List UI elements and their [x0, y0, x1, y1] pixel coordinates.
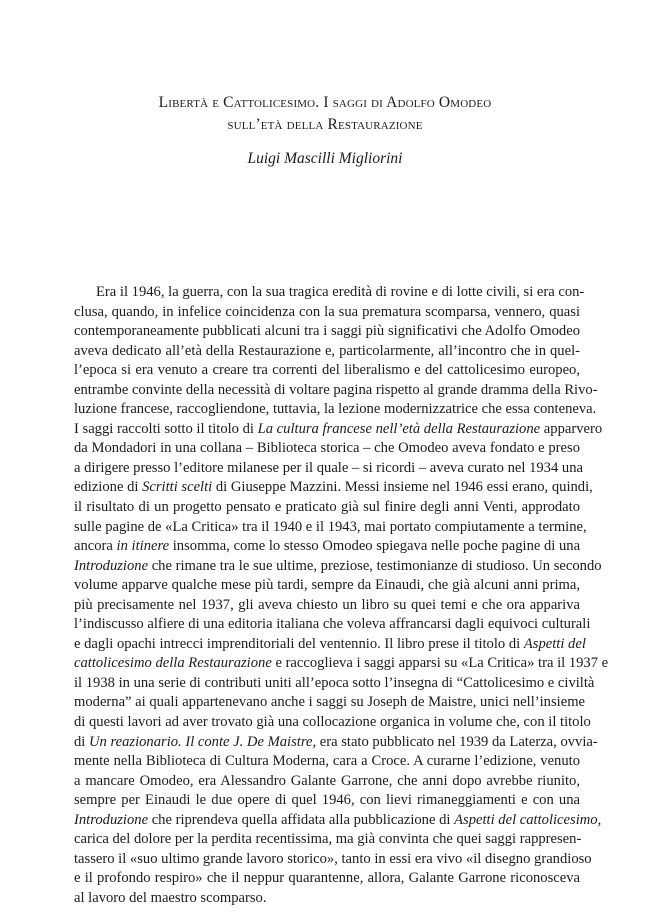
line-text: e il profondo respiro» che il neppur quarantenne, allora, Galante Garrone riconosceva — [74, 870, 580, 887]
line-text: entrambe convinte della necessità di voltare pagina rispetto al grande dramma della Rivo- — [74, 381, 598, 398]
text-line — [74, 400, 597, 420]
line-text: al lavoro del maestro scomparso. — [74, 889, 267, 906]
text-line — [74, 713, 591, 733]
line-text: il 1938 in una serie di contributi uniti all’epoca sotto l’insegna di “Cattolicesimo e civiltà — [74, 674, 595, 691]
line-text: e dagli opachi intrecci imprenditoriali del ventennio. Il libro prese il titolo di — [74, 635, 524, 652]
line-text: e raccoglieva i saggi apparsi su «La Critica» tra il 1937 e — [271, 655, 609, 672]
line-text: clusa, quando, in infelice coincidenza con la sua prematura scomparsa, vennero, quasi — [74, 303, 580, 320]
article-title-line-2: sull’età della Restaurazione — [227, 116, 423, 133]
text-line — [74, 420, 603, 440]
article-title-line-1: Libertà e Cattolicesimo. I saggi di Adolfo Omodeo — [158, 94, 492, 111]
line-text: era stato pubblicato nel 1939 da Laterza, ovvia- — [316, 733, 598, 750]
text-line — [74, 322, 580, 342]
italic-title-text: Aspetti del — [523, 635, 586, 652]
italic-title-text: Introduzione — [74, 811, 149, 828]
text-line — [74, 635, 586, 655]
line-text: a dirigere presso l’editore milanese per il quale – si ricordi – aveva curato nel 1934 una — [74, 459, 583, 476]
text-line — [74, 693, 586, 713]
line-text: il risultato di un progetto pensato e praticato già sul finire degli anni Venti, approdato — [74, 499, 580, 516]
text-line — [74, 381, 598, 401]
text-line — [74, 283, 585, 303]
line-text: a mancare Omodeo, era Alessandro Galante Garrone, che anni dopo avrebbe riunito, — [74, 772, 580, 789]
line-text: l’epoca si era venuto a creare tra correnti del liberalismo e del cattolicesimo europeo, — [74, 362, 580, 379]
italic-title-text: in itinere — [116, 538, 170, 555]
text-line — [74, 537, 580, 557]
text-line — [74, 791, 580, 811]
line-text: aveva dedicato all’età della Restaurazione e, particolarmente, all’incontro che in quel- — [74, 342, 580, 359]
italic-title-text: cattolicesimo della Restaurazione — [74, 655, 272, 672]
line-text: di questi lavori ad aver trovato già una collocazione organica in volume che, con il titolo — [74, 714, 591, 731]
line-text: tassero il «suo ultimo grande lavoro storico», tanto in essi era vivo «il disegno grandioso — [74, 850, 592, 867]
article-title — [0, 92, 650, 136]
line-text: di Giuseppe Mazzini. Messi insieme nel 1946 essi erano, quindi, — [212, 479, 593, 496]
italic-title-text: Un reazionario. Il conte J. De Maistre, — [89, 733, 317, 750]
italic-title-text: La cultura francese nell’età della Restaurazione — [257, 420, 541, 437]
text-line — [74, 576, 580, 596]
text-line — [74, 303, 580, 323]
line-text: sulle pagine de «La Critica» tra il 1940 e il 1943, mai portato compiutamente a termine, — [74, 518, 587, 535]
line-text: che rimane tra le sue ultime, preziose, testimonianze di studioso. Un secondo — [148, 557, 602, 574]
text-line — [74, 557, 602, 577]
line-text: volume apparve qualche mese più tardi, sempre da Einaudi, che già alcuni anni prima, — [74, 577, 580, 594]
text-line — [74, 342, 580, 362]
line-text: apparvero — [540, 420, 603, 437]
line-text: luzione francese, raccogliendone, tuttavia, la lezione modernizzatrice che essa conteneva. — [74, 401, 597, 418]
italic-title-text: Scritti scelti — [142, 479, 213, 496]
text-line — [74, 850, 592, 870]
text-line — [74, 596, 580, 616]
line-text: mente nella Biblioteca di Cultura Moderna, cara a Croce. A curarne l’edizione, venuto — [74, 753, 580, 770]
line-text: di — [74, 733, 89, 750]
line-text: Era il 1946, la guerra, con la sua tragica eredità di rovine e di lotte civili, si era con- — [96, 284, 585, 300]
text-line — [74, 752, 580, 772]
italic-title-text: Introduzione — [74, 557, 149, 574]
text-line — [74, 498, 580, 518]
text-line — [74, 830, 580, 850]
italic-title-text: Aspetti del cattolicesimo, — [454, 811, 602, 828]
line-text: insomma, come lo stesso Omodeo spiegava nelle poche pagine di una — [169, 538, 581, 555]
text-line — [74, 674, 595, 694]
line-text: carica del dolore per la perdita recentissima, ma già convinta che quei saggi rappresen- — [74, 831, 582, 848]
line-text: più precisamente nel 1937, gli aveva chiesto un libro su quei temi e che ora appariva — [74, 596, 580, 613]
text-line — [74, 518, 587, 538]
article-author: Luigi Mascilli Migliorini — [247, 150, 403, 167]
text-line — [74, 654, 609, 674]
text-line — [74, 772, 580, 792]
text-line — [74, 811, 602, 831]
text-line — [74, 869, 580, 889]
text-line — [74, 439, 580, 459]
line-text: ancora — [74, 538, 117, 555]
line-text: I saggi raccolti sotto il titolo di — [74, 420, 258, 437]
line-text: da Mondadori in una collana – Biblioteca storica – che Omodeo aveva fondato e preso — [74, 440, 580, 457]
text-line — [74, 615, 591, 635]
text-line — [74, 459, 583, 479]
text-line — [74, 361, 580, 381]
text-line — [74, 889, 580, 909]
line-text: l’indiscusso alfiere di una editoria italiana che voleva affrancarsi dagli equivoci culturali — [74, 616, 591, 633]
line-text: moderna” ai quali appartenevano anche i saggi su Joseph de Maistre, unici nell’insieme — [74, 694, 586, 711]
line-text: sempre per Einaudi le due opere di quel 1946, con lievi rimaneggiamenti e con una — [74, 792, 580, 809]
text-line — [74, 733, 598, 753]
body-paragraph — [74, 283, 609, 909]
text-line — [74, 478, 593, 498]
line-text: che riprendeva quella affidata alla pubblicazione di — [148, 811, 455, 828]
line-text: edizione di — [74, 479, 143, 496]
line-text: contemporaneamente pubblicati alcuni tra i saggi più significativi che Adolfo Omodeo — [74, 323, 580, 340]
